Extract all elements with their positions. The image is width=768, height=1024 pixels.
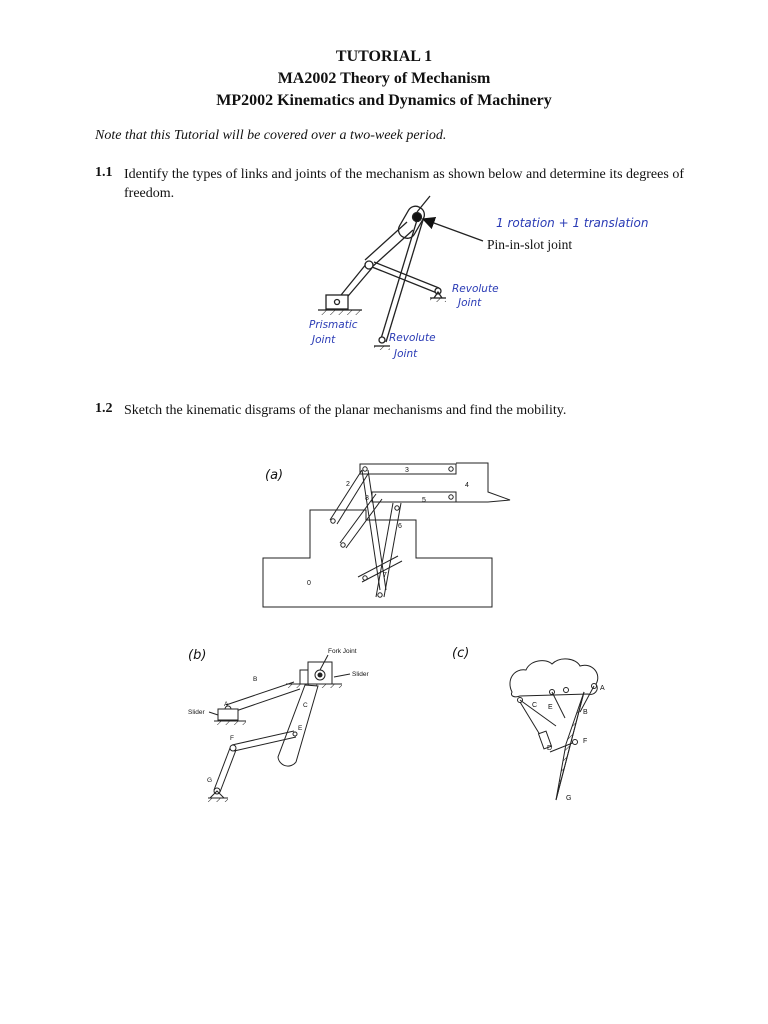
question-1-2-number: 1.2 [95, 401, 113, 416]
slider-left-label: Slider [188, 709, 205, 716]
handwritten-revolute-right-2: Joint [458, 297, 482, 309]
link-ab [226, 682, 294, 705]
label-link-7: 7 [383, 572, 387, 579]
long-rod [380, 220, 417, 342]
handwritten-prismatic-1: Prismatic [309, 319, 358, 331]
figure-c [510, 659, 598, 800]
letter-b: B [253, 676, 258, 683]
letter-e-c: E [548, 704, 553, 711]
link-fg [214, 748, 230, 790]
figure-a-tag: (a) [265, 468, 284, 483]
label-link-6: 6 [398, 523, 402, 530]
link-5 [372, 492, 456, 502]
letter-b-c: B [583, 709, 588, 716]
slider-right-label: Slider [352, 671, 369, 678]
letter-a-c: A [600, 685, 605, 692]
slider-left [218, 709, 238, 720]
letter-c-c: C [532, 702, 538, 709]
figure-b [208, 655, 350, 802]
label-link-0: 0 [307, 580, 311, 587]
middle-revolute-joint [365, 261, 373, 269]
course-title-ma2002: MA2002 Theory of Mechanism [277, 70, 491, 87]
prismatic-slider [326, 295, 348, 309]
course-title-mp2002: MP2002 Kinematics and Dynamics of Machinery [216, 92, 552, 109]
label-link-8: 8 [365, 495, 369, 502]
letter-c: C [303, 702, 308, 709]
label-link-5: 5 [422, 497, 426, 504]
question-1-1-number: 1.1 [95, 165, 113, 180]
label-link-3: 3 [405, 467, 409, 474]
figure-a [263, 463, 510, 607]
figure-c-tag: (c) [452, 646, 470, 661]
joint-f [230, 745, 236, 751]
bottom-ground-pin [379, 337, 385, 343]
letter-g: G [207, 777, 213, 784]
question-1-1-text: Identify the types of links and joints of the mechanism as shown below and determine its degrees of freedom. [124, 167, 684, 201]
page-title: TUTORIAL 1 [335, 48, 433, 65]
letter-f-c: F [583, 738, 588, 745]
slot-pin [413, 213, 422, 222]
question-1-2-text: Sketch the kinematic disgrams of the planar mechanisms and find the mobility. [124, 403, 567, 418]
handwritten-revolute-right-1: Revolute [452, 283, 499, 295]
handwritten-prismatic-2: Joint [312, 334, 336, 346]
letter-d-c: D [547, 745, 553, 752]
right-link [372, 267, 437, 293]
tutorial-note: Note that this Tutorial will be covered over a two-week period. [95, 128, 447, 143]
figure-b-tag: (b) [188, 648, 207, 663]
letter-e: E [298, 725, 303, 732]
handwritten-dof-note: 1 rotation + 1 translation [496, 216, 649, 230]
frame-link-0 [263, 510, 492, 607]
handwritten-revolute-bottom-2: Joint [394, 348, 418, 360]
fork-joint-label: Fork Joint [328, 648, 357, 655]
letter-g-c: G [566, 795, 572, 802]
label-link-2: 2 [346, 481, 350, 488]
letter-f: F [230, 735, 234, 742]
handwritten-revolute-bottom-1: Revolute [389, 332, 436, 344]
pin-in-slot-label: Pin-in-slot joint [487, 237, 573, 252]
letter-a: A [224, 701, 229, 708]
pin-in-slot-arrow [423, 219, 483, 241]
label-link-4: 4 [465, 482, 469, 489]
